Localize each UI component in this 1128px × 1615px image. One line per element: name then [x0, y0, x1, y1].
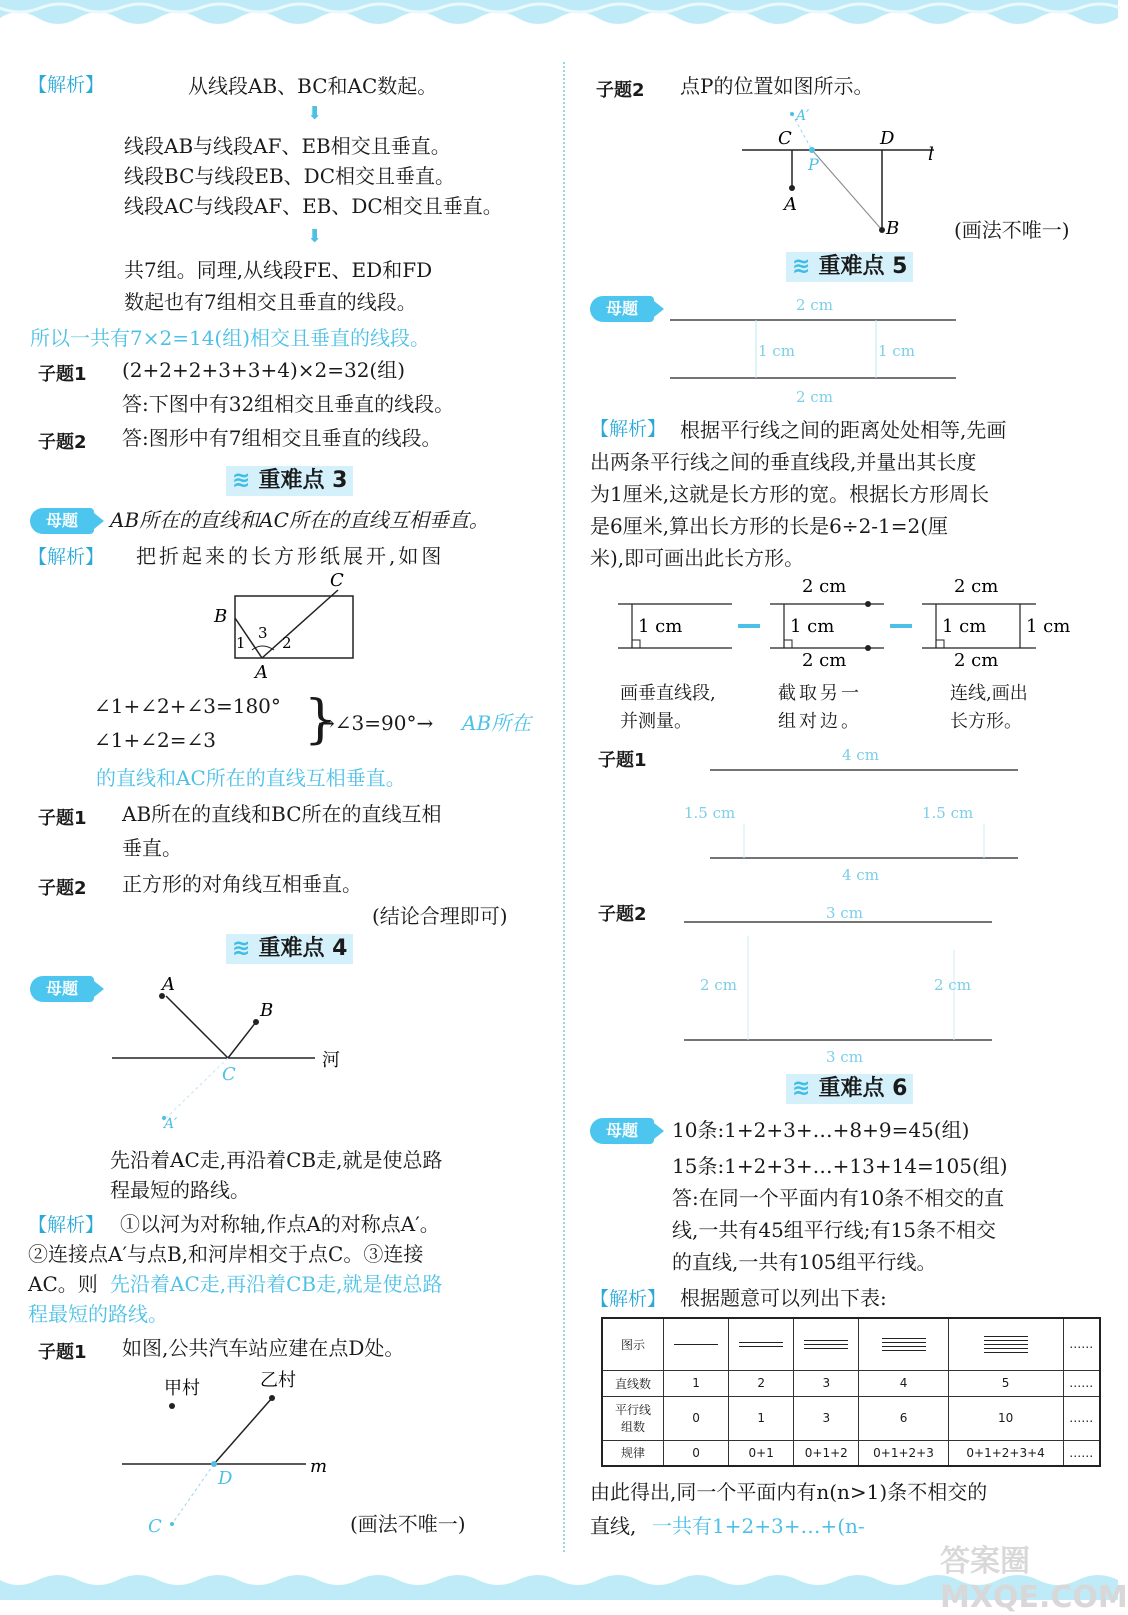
analysis-tag: 【解析】 — [28, 74, 105, 96]
label-B: B — [214, 606, 228, 627]
column-divider — [563, 62, 565, 1552]
ellipsis-cell: …… — [1063, 1440, 1100, 1466]
ellipsis-cell: …… — [1063, 1318, 1100, 1370]
equation: →∠3=90°→ — [318, 711, 434, 735]
step-caption: 并测量。 — [620, 711, 692, 732]
label-C: C — [148, 1516, 162, 1537]
width-label: 1.5 cm — [922, 804, 974, 822]
length-label: 4 cm — [842, 866, 879, 884]
line-m-label: m — [310, 1456, 328, 1477]
mother-question-badge: 母题 — [30, 976, 94, 1002]
subquestion-label: 子题2 — [598, 904, 647, 925]
point-p-diagram — [730, 104, 950, 244]
ellipsis-cell: …… — [1063, 1396, 1100, 1440]
text-line: 为1厘米,这就是长方形的宽。根据长方形周长 — [590, 482, 990, 506]
diagram-cell — [794, 1318, 859, 1370]
text-line: 线段AC与线段AF、EB、DC相交且垂直。 — [124, 194, 503, 218]
ellipsis-cell: …… — [1063, 1370, 1100, 1396]
river-path-diagram — [100, 968, 380, 1132]
text-line: 正方形的对角线互相垂直。 — [122, 872, 362, 896]
analysis-tag: 【解析】 — [590, 418, 667, 440]
subquestion-label: 子题2 — [596, 80, 645, 101]
length-label: 3 cm — [826, 1048, 863, 1066]
text-line: 直线, — [590, 1514, 637, 1538]
label-C: C — [778, 128, 792, 149]
label-B: B — [886, 218, 900, 239]
table-row — [602, 1318, 1100, 1370]
diagram-cell — [948, 1318, 1063, 1370]
label-A-prime: A′ — [796, 108, 810, 124]
length-label: 2 cm — [796, 388, 833, 406]
diagram-cell — [664, 1318, 729, 1370]
diagram-cell — [859, 1318, 948, 1370]
width-label: 1 cm — [638, 616, 683, 637]
text-line: 答:下图中有32组相交且垂直的线段。 — [122, 392, 455, 416]
text-line: 10条:1+2+3+…+8+9=45(组) — [672, 1118, 970, 1142]
length-label: 4 cm — [842, 746, 879, 764]
text-line: ①以河为对称轴,作点A的对称点A′。 — [120, 1212, 440, 1236]
line-l-label: l — [928, 144, 934, 165]
table-row — [602, 1396, 1100, 1440]
text-line: 点P的位置如图所示。 — [680, 74, 874, 98]
text-line: 的直线,一共有105组平行线。 — [672, 1250, 937, 1274]
step-caption: 组对边。 — [778, 711, 862, 732]
text-line: ②连接点A′与点B,和河岸相交于点C。③连接 — [28, 1242, 424, 1266]
text-line: 答:图形中有7组相交且垂直的线段。 — [122, 426, 442, 450]
text-line: AC。则 — [28, 1272, 98, 1296]
table-cell: 3 — [794, 1370, 859, 1396]
text-line: 数起也有7组相交且垂直的线段。 — [124, 290, 417, 314]
width-label: 1.5 cm — [684, 804, 736, 822]
watermark: 答案圈 MXQE.COM — [940, 1544, 1128, 1615]
text-line: 程最短的路线。 — [110, 1178, 250, 1202]
width-label: 1 cm — [942, 616, 987, 637]
equation: ∠1+∠2=∠3 — [94, 728, 216, 752]
table-cell: 5 — [948, 1370, 1063, 1396]
text-line: 如图,公共汽车站应建在点D处。 — [122, 1336, 405, 1360]
mother-question-badge: 母题 — [590, 1118, 654, 1144]
length-label: 2 cm — [802, 576, 847, 597]
answer-line: 一共有1+2+3+…+(n- — [652, 1514, 865, 1538]
down-arrow-icon: ⬇ — [307, 103, 323, 124]
label-B: B — [260, 1000, 274, 1021]
label-A: A — [255, 662, 268, 683]
length-label: 2 cm — [954, 650, 999, 671]
subquestion-label: 子题1 — [38, 1342, 87, 1363]
subquestion-label: 子题2 — [38, 878, 87, 899]
subquestion-label: 子题1 — [38, 364, 87, 385]
step-caption: 画垂直线段, — [620, 683, 716, 704]
answer-line: AB所在 — [462, 711, 532, 735]
text-line: 垂直。 — [122, 836, 182, 860]
text-line: 先沿着AC走,再沿着CB走,就是使总路 — [110, 1148, 443, 1172]
width-label: 1 cm — [790, 616, 835, 637]
table-header-cell: 平行线 组数 — [602, 1396, 664, 1440]
table-cell: 10 — [948, 1396, 1063, 1440]
subquestion-label: 子题1 — [38, 808, 87, 829]
table-cell: 0+1+2+3+4 — [948, 1440, 1063, 1466]
length-label: 2 cm — [802, 650, 847, 671]
table-cell: 3 — [794, 1396, 859, 1440]
equation: ∠1+∠2+∠3=180° — [94, 694, 281, 718]
angle-3-label: 3 — [258, 624, 268, 642]
label-C: C — [330, 570, 344, 591]
length-label: 3 cm — [826, 904, 863, 922]
table-header-cell: 直线数 — [602, 1370, 664, 1396]
label-A-prime: A′ — [164, 1116, 178, 1132]
rectangle-3x2-diagram — [680, 900, 1000, 1070]
text-line: 由此得出,同一个平面内有n(n>1)条不相交的 — [590, 1480, 988, 1504]
answer-line: 程最短的路线。 — [28, 1302, 168, 1326]
text-line: 线段BC与线段EB、DC相交且垂直。 — [124, 164, 456, 188]
text-line: (画法不唯一) — [350, 1512, 466, 1536]
text-line: 答:在同一个平面内有10条不相交的直 — [672, 1186, 1005, 1210]
angle-1-label: 1 — [236, 634, 246, 652]
step-caption: 长方形。 — [950, 711, 1022, 732]
angle-2-label: 2 — [282, 634, 292, 652]
rectangle-fold-diagram — [200, 570, 370, 690]
label-A: A — [162, 974, 175, 995]
brace-icon: } — [304, 690, 338, 750]
text-line: (2+2+2+3+3+4)×2=32(组) — [122, 358, 406, 382]
parallel-lines-table — [601, 1317, 1101, 1467]
text-line: (画法不唯一) — [954, 218, 1070, 242]
text-line: AB所在的直线和BC所在的直线互相 — [122, 802, 442, 826]
construction-steps-diagram — [612, 576, 1092, 671]
table-row — [602, 1440, 1100, 1466]
text-line: 把折起来的长方形纸展开,如图 — [136, 544, 445, 568]
table-cell: 0 — [664, 1440, 729, 1466]
answer-line: 的直线和AC所在的直线互相垂直。 — [96, 766, 406, 790]
step-caption: 截取另一 — [778, 683, 862, 704]
text-line: AB所在的直线和AC所在的直线互相垂直。 — [110, 508, 489, 532]
table-cell: 2 — [729, 1370, 794, 1396]
text-line: 米),即可画出此长方形。 — [590, 546, 805, 570]
wave-icon: ≋ — [792, 254, 811, 279]
subquestion-label: 子题2 — [38, 432, 87, 453]
text-line: 出两条平行线之间的垂直线段,并量出其长度 — [590, 450, 977, 474]
text-line: 共7组。同理,从线段FE、ED和FD — [124, 258, 433, 282]
width-label: 1 cm — [1026, 616, 1071, 637]
river-label: 河 — [322, 1050, 340, 1071]
table-cell: 6 — [859, 1396, 948, 1440]
analysis-tag: 【解析】 — [28, 546, 105, 568]
text-line: 线段AB与线段AF、EB相交且垂直。 — [124, 134, 451, 158]
answer-line: 所以一共有7×2=14(组)相交且垂直的线段。 — [30, 326, 431, 350]
answer-line: 先沿着AC走,再沿着CB走,就是使总路 — [110, 1272, 443, 1296]
text-line: 15条:1+2+3+…+13+14=105(组) — [672, 1154, 1008, 1178]
length-label: 2 cm — [796, 296, 833, 314]
village-yi-label: 乙村 — [260, 1370, 296, 1391]
down-arrow-icon: ⬇ — [307, 226, 323, 247]
wave-icon: ≋ — [232, 936, 251, 961]
length-label: 2 cm — [954, 576, 999, 597]
section-heading: ≋ 重难点 6 — [786, 1074, 913, 1104]
table-row — [602, 1370, 1100, 1396]
label-D: D — [218, 1468, 233, 1489]
subquestion-label: 子题1 — [598, 750, 647, 771]
table-cell: 0+1+2 — [794, 1440, 859, 1466]
label-D: D — [880, 128, 895, 149]
wave-icon: ≋ — [232, 468, 251, 493]
text-line: 线,一共有45组平行线;有15条不相交 — [672, 1218, 996, 1242]
village-jia-label: 甲村 — [164, 1378, 200, 1399]
table-cell: 1 — [729, 1396, 794, 1440]
width-label: 1 cm — [758, 342, 795, 360]
text-line: 根据平行线之间的距离处处相等,先画 — [680, 418, 1007, 442]
label-P: P — [808, 155, 819, 174]
mother-question-badge: 母题 — [590, 296, 654, 322]
step-caption: 连线,画出 — [950, 683, 1028, 704]
text-line: 是6厘米,算出长方形的长是6÷2-1=2(厘 — [590, 514, 949, 538]
section-heading: ≋ 重难点 5 — [786, 252, 913, 282]
section-heading: ≋ 重难点 3 — [226, 466, 353, 496]
table-cell: 0 — [664, 1396, 729, 1440]
text-line: 根据题意可以列出下表: — [680, 1286, 887, 1310]
width-label: 2 cm — [934, 976, 971, 994]
text-line: (结论合理即可) — [372, 904, 508, 928]
wave-icon: ≋ — [792, 1076, 811, 1101]
table-cell: 0+1+2+3 — [859, 1440, 948, 1466]
table-header-cell: 图示 — [602, 1318, 664, 1370]
label-A: A — [784, 194, 797, 215]
table-cell: 0+1 — [729, 1440, 794, 1466]
table-cell: 1 — [664, 1370, 729, 1396]
text-line: 从线段AB、BC和AC数起。 — [188, 74, 438, 98]
top-wave-banner — [0, 0, 1118, 36]
diagram-cell — [729, 1318, 794, 1370]
rectangle-4x1.5-diagram — [684, 744, 1030, 884]
width-label: 2 cm — [700, 976, 737, 994]
analysis-tag: 【解析】 — [590, 1288, 667, 1310]
width-label: 1 cm — [878, 342, 915, 360]
rectangle-2x1-diagram — [666, 290, 966, 410]
bus-stop-diagram — [110, 1362, 360, 1542]
label-C: C — [222, 1064, 236, 1085]
section-heading: ≋ 重难点 4 — [226, 934, 353, 964]
analysis-tag: 【解析】 — [28, 1214, 105, 1236]
table-cell: 4 — [859, 1370, 948, 1396]
table-header-cell: 规律 — [602, 1440, 664, 1466]
mother-question-badge: 母题 — [30, 508, 94, 534]
